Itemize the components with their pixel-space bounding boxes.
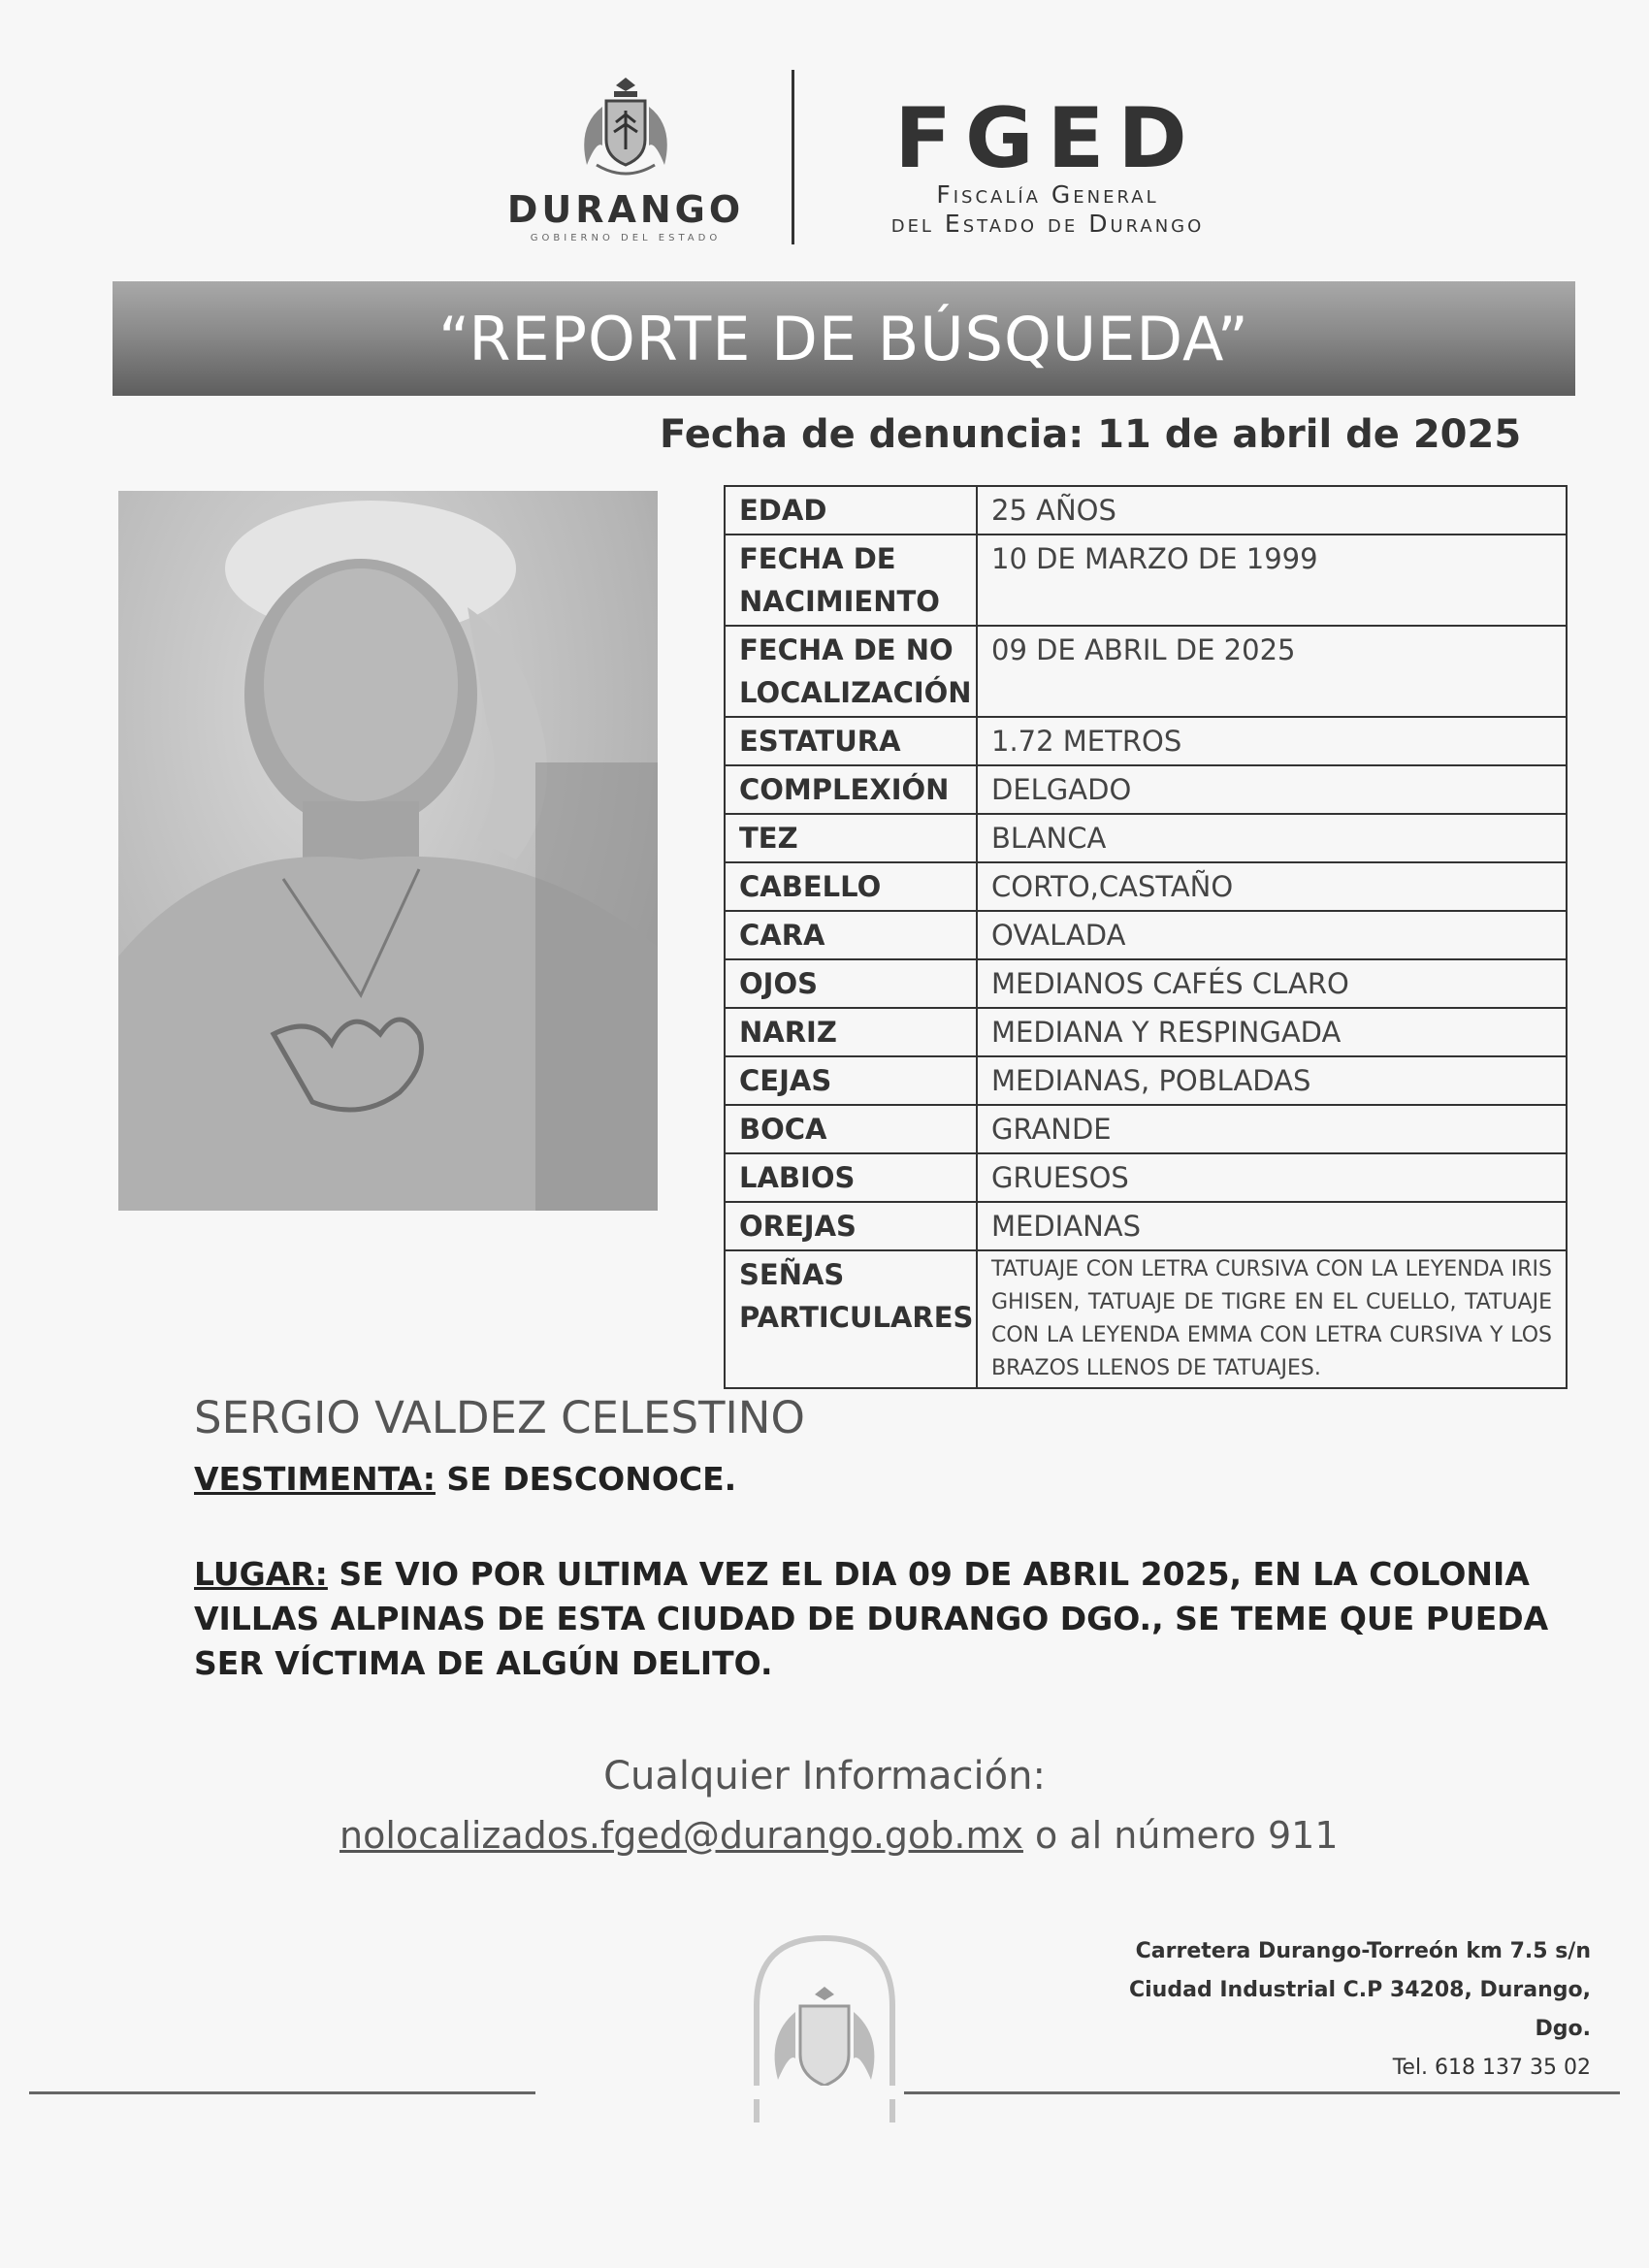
title-banner	[113, 281, 1575, 396]
detail-value: OVALADA	[977, 911, 1567, 959]
footer-divider-gap	[535, 2086, 904, 2099]
contact-email-link[interactable]: nolocalizados.fged@durango.gob.mx	[340, 1814, 1023, 1857]
detail-label: SEÑAS PARTICULARES	[725, 1250, 977, 1388]
detail-value: MEDIANOS CAFÉS CLARO	[977, 959, 1567, 1008]
detail-value: 09 DE ABRIL DE 2025	[977, 626, 1567, 717]
person-details-table	[724, 485, 1568, 1389]
detail-label: CEJAS	[725, 1056, 977, 1105]
contact-heading: Cualquier Información:	[603, 1754, 1046, 1798]
durango-logo	[466, 68, 786, 243]
detail-value: TATUAJE CON LETRA CURSIVA CON LA LEYENDA IRIS GHISEN, TATUAJE DE TIGRE EN EL CUELLO, TATUAJE CON LA LEYENDA EMMA CON LETRA CURSIVA Y LOS BRAZOS LLENOS DE TATUAJES.	[977, 1250, 1567, 1388]
clothing-label: VESTIMENTA:	[194, 1460, 436, 1498]
detail-label: TEZ	[725, 814, 977, 862]
detail-label: LABIOS	[725, 1153, 977, 1202]
detail-label: ESTATURA	[725, 717, 977, 765]
detail-value: MEDIANAS, POBLADAS	[977, 1056, 1567, 1105]
detail-row	[725, 486, 1567, 535]
detail-row	[725, 1250, 1567, 1388]
clothing-value: SE DESCONOCE.	[435, 1460, 737, 1498]
detail-row	[725, 717, 1567, 765]
detail-value: BLANCA	[977, 814, 1567, 862]
agency-name-line1: Fiscalía General	[936, 180, 1159, 209]
detail-row	[725, 535, 1567, 626]
detail-label: CABELLO	[725, 862, 977, 911]
contact-line	[340, 1814, 1339, 1857]
detail-value: 10 DE MARZO DE 1999	[977, 535, 1567, 626]
detail-row	[725, 862, 1567, 911]
header-divider	[792, 70, 794, 244]
last-seen-label: LUGAR:	[194, 1555, 328, 1593]
detail-value: 25 AÑOS	[977, 486, 1567, 535]
detail-row	[725, 765, 1567, 814]
detail-row	[725, 814, 1567, 862]
detail-value: 1.72 METROS	[977, 717, 1567, 765]
detail-value: DELGADO	[977, 765, 1567, 814]
page-title: “REPORTE DE BÚSQUEDA”	[438, 303, 1249, 374]
missing-person-photo	[118, 491, 658, 1211]
last-seen-value: SE VIO POR ULTIMA VEZ EL DIA 09 DE ABRIL 2025, EN LA COLONIA VILLAS ALPINAS DE ESTA CIUDAD DE DURANGO DGO., SE TEME QUE PUEDA SER VÍCTIMA DE ALGÚN DELITO.	[194, 1555, 1549, 1682]
detail-label: FECHA DE NACIMIENTO	[725, 535, 977, 626]
person-silhouette-icon	[118, 491, 658, 1211]
detail-row	[725, 1008, 1567, 1056]
detail-value: GRUESOS	[977, 1153, 1567, 1202]
detail-label: EDAD	[725, 486, 977, 535]
address-line1: Carretera Durango-Torreón km 7.5 s/n	[1135, 1939, 1591, 1963]
durango-wordmark: DURANGO	[506, 188, 745, 231]
fged-logo	[854, 90, 1242, 239]
detail-value: MEDIANAS	[977, 1202, 1567, 1250]
detail-label: NARIZ	[725, 1008, 977, 1056]
detail-value: MEDIANA Y RESPINGADA	[977, 1008, 1567, 1056]
clothing-info	[194, 1460, 736, 1498]
detail-row	[725, 1202, 1567, 1250]
contact-phone: o al número 911	[1022, 1814, 1339, 1857]
detail-row	[725, 959, 1567, 1008]
detail-row	[725, 1056, 1567, 1105]
address-phone: Tel. 618 137 35 02	[1392, 2056, 1591, 2080]
last-seen-info	[194, 1552, 1571, 1686]
detail-label: BOCA	[725, 1105, 977, 1153]
fged-acronym: FGED	[894, 90, 1201, 187]
durango-subtext: GOBIERNO DEL ESTADO	[530, 233, 722, 243]
detail-row	[725, 1105, 1567, 1153]
address-block	[1067, 1932, 1591, 2088]
detail-row	[725, 626, 1567, 717]
detail-label: OREJAS	[725, 1202, 977, 1250]
detail-label: COMPLEXIÓN	[725, 765, 977, 814]
person-name: SERGIO VALDEZ CELESTINO	[194, 1392, 805, 1443]
detail-value: GRANDE	[977, 1105, 1567, 1153]
report-date: Fecha de denuncia: 11 de abril de 2025	[660, 412, 1522, 457]
detail-row	[725, 1153, 1567, 1202]
durango-crest-icon	[558, 68, 694, 184]
detail-label: OJOS	[725, 959, 977, 1008]
detail-label: FECHA DE NO LOCALIZACIÓN	[725, 626, 977, 717]
address-line2: Ciudad Industrial C.P 34208, Durango, Dgo.	[1129, 1978, 1591, 2041]
agency-name-line2: del Estado de Durango	[890, 210, 1205, 238]
detail-value: CORTO,CASTAÑO	[977, 862, 1567, 911]
detail-row	[725, 911, 1567, 959]
detail-label: CARA	[725, 911, 977, 959]
